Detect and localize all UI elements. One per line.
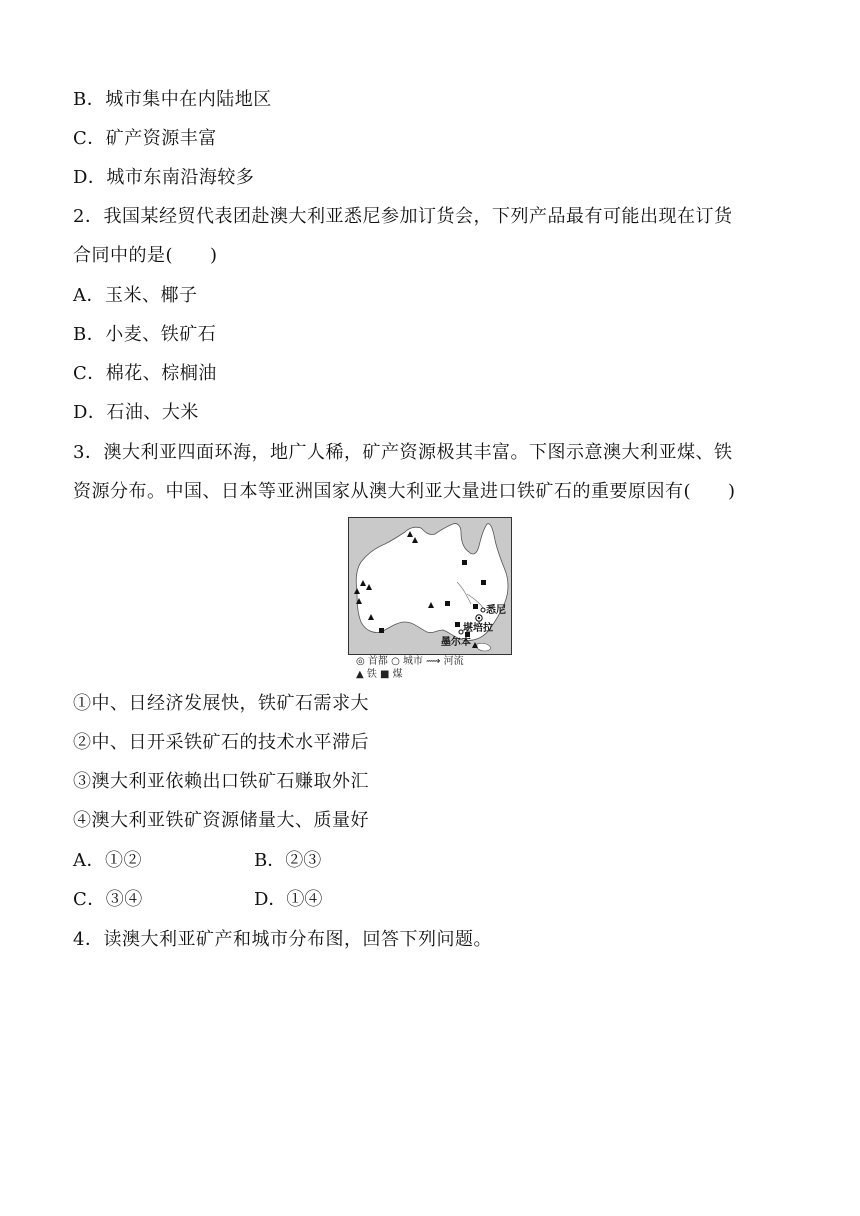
statement-line: ③澳大利亚依赖出口铁矿石赚取外汇: [73, 771, 369, 792]
question-2-text: 合同中的是( ): [73, 245, 218, 266]
option-line: B．城市集中在内陆地区: [73, 89, 272, 110]
coal-mine-marker: [445, 601, 450, 606]
map-label-sydney: 悉尼: [486, 605, 506, 616]
option-line: A．玉米、椰子: [73, 285, 198, 306]
option-line: D．城市东南沿海较多: [73, 167, 255, 188]
coal-mine-marker: [455, 622, 460, 627]
map-legend-row: ◎ 首都 ○ 城市 ⟿ 河流: [356, 656, 464, 667]
option-line: D．石油、大米: [73, 402, 199, 423]
option-line: A．①②: [73, 850, 142, 871]
statement-line: ④澳大利亚铁矿资源储量大、质量好: [73, 810, 369, 831]
option-line: D．①④: [254, 889, 323, 910]
map-label-canberra: 堪培拉: [463, 623, 493, 634]
coal-mine-marker: [481, 580, 486, 585]
australia-map-graphic: [349, 518, 511, 654]
map-frame: [348, 517, 512, 655]
option-line: C．棉花、棕榈油: [73, 363, 217, 384]
coal-mine-marker: [473, 604, 478, 609]
option-line: C．③④: [73, 889, 143, 910]
coal-mine-marker: [462, 560, 467, 565]
map-label-melbourne: 墨尔本: [441, 637, 471, 648]
australia-resource-map: [348, 517, 512, 683]
option-line: C．矿产资源丰富: [73, 128, 217, 149]
option-line: B．②③: [254, 850, 322, 871]
statement-line: ②中、日开采铁矿石的技术水平滞后: [73, 732, 369, 753]
question-3-text: 3．澳大利亚四面环海，地广人稀，矿产资源极其丰富。下图示意澳大利亚煤、铁: [73, 442, 733, 463]
option-line: B．小麦、铁矿石: [73, 324, 217, 345]
city-marker: [481, 608, 485, 612]
question-2-text: 2．我国某经贸代表团赴澳大利亚悉尼参加订货会，下列产品最有可能出现在订货: [73, 206, 733, 227]
question-3-text: 资源分布。中国、日本等亚洲国家从澳大利亚大量进口铁矿石的重要原因有( ): [73, 481, 736, 502]
question-4-text: 4．读澳大利亚矿产和城市分布图，回答下列问题。: [73, 929, 492, 950]
coal-mine-marker: [379, 628, 384, 633]
map-legend-row: ▲ 铁 ■ 煤: [356, 669, 403, 680]
statement-line: ①中、日经济发展快，铁矿石需求大: [73, 693, 369, 714]
